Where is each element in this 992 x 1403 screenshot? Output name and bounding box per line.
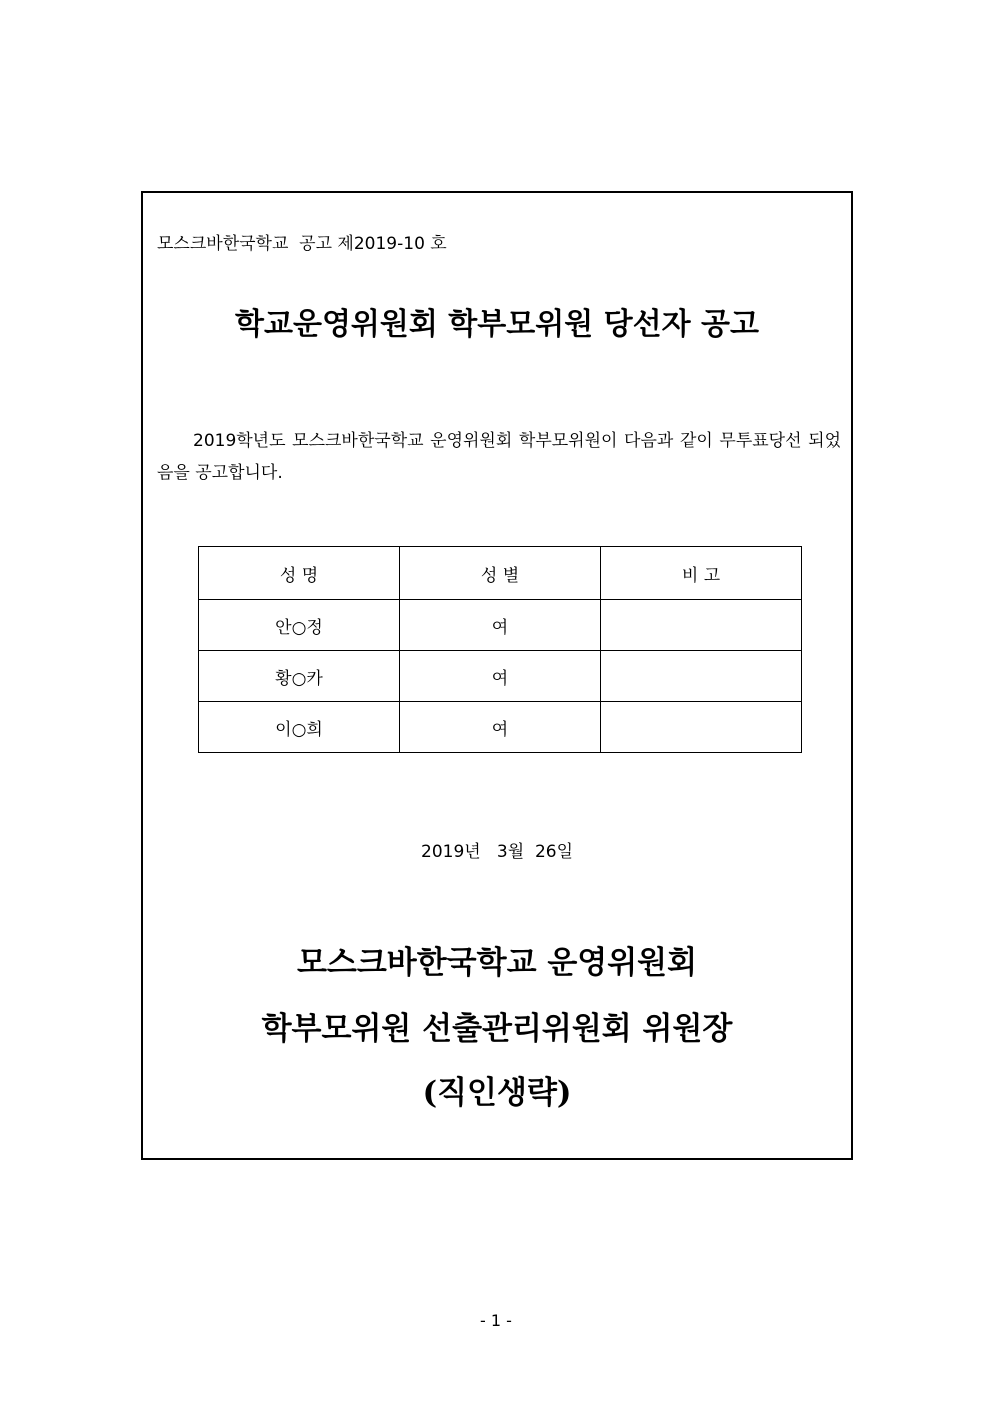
signature-seal-note: (직인생략) [422, 1075, 572, 1111]
cell-gender: 여 [400, 702, 601, 753]
table-row [199, 600, 802, 651]
header-gender: 성 별 [400, 547, 601, 600]
signature-organization: 모스크바한국학교 운영위원회 [296, 945, 698, 981]
signature-title: 학부모위원 선출관리위원회 위원장 [261, 1011, 733, 1047]
cell-name: 안○정 [199, 600, 400, 651]
notice-number: 모스크바한국학교 공고 제2019-10 호 [157, 234, 447, 254]
table-row [199, 651, 802, 702]
cell-remarks [601, 651, 802, 702]
cell-remarks [601, 600, 802, 651]
table-header-row [199, 547, 802, 600]
cell-remarks [601, 702, 802, 753]
notice-body: 2019학년도 모스크바한국학교 운영위원회 학부모위원이 다음과 같이 무투표당선 되었음을 공고합니다. [157, 431, 841, 483]
header-remarks: 비 고 [601, 547, 802, 600]
members-table [198, 546, 802, 753]
notice-title: 학교운영위원회 학부모위원 당선자 공고 [235, 307, 759, 342]
notice-date: 2019년 3월 26일 [421, 842, 573, 862]
table-row [199, 702, 802, 753]
cell-gender: 여 [400, 651, 601, 702]
cell-name: 이○희 [199, 702, 400, 753]
page-number: - 1 - [480, 1311, 512, 1330]
header-name: 성 명 [199, 547, 400, 600]
notice-frame [141, 191, 853, 1160]
cell-name: 황○카 [199, 651, 400, 702]
cell-gender: 여 [400, 600, 601, 651]
